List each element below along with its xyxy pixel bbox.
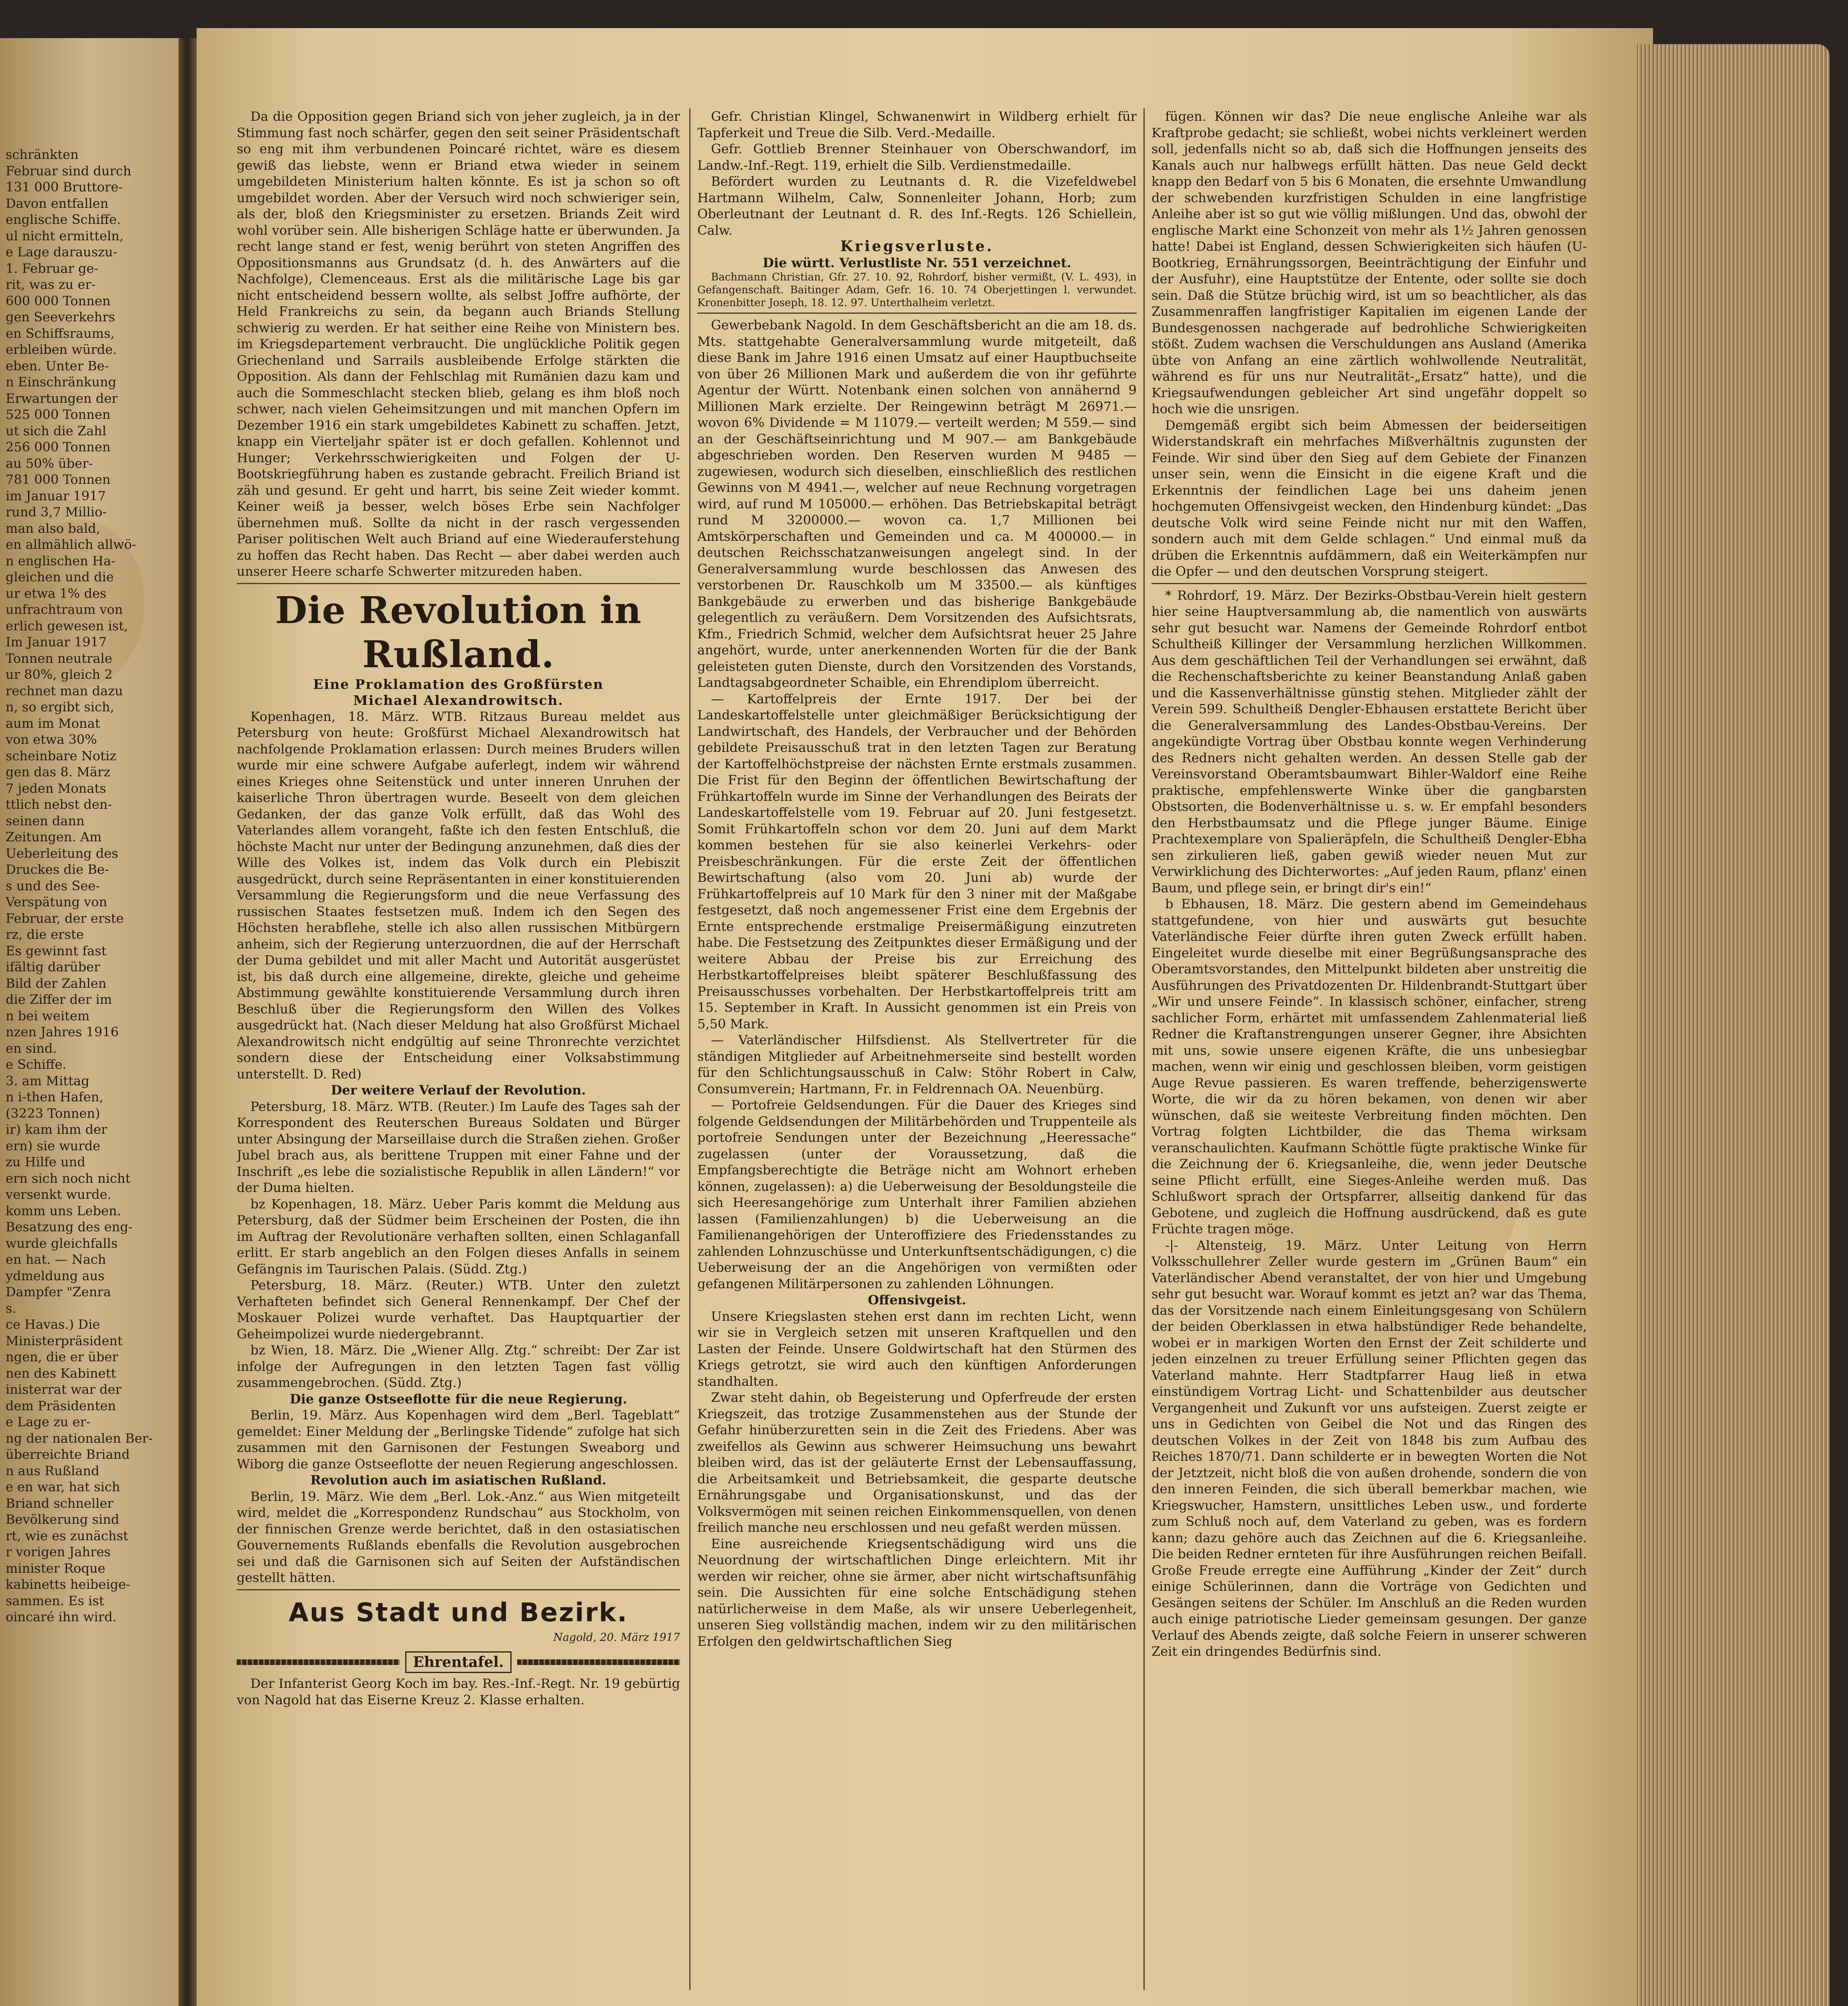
left-page-line: man also bald, (6, 520, 100, 536)
left-page-line: Februar, der erste (6, 910, 124, 926)
left-page-line: ce Havas.) Die (6, 1317, 100, 1332)
article-paragraph: Zwar steht dahin, ob Begeisterung und Opferfreude der ersten Kriegszeit, das trotzige Zusammenstehen aus der Stunde der Gefahr hinüberzuretten sein in die Zeit des Friedens. Aber was zweifellos als Gewinn aus schwerer Heimsuchung uns bewahrt bleiben wird, das ist der geläuterte Ernst der Lebensauffassung, die Arbeitsamkeit und Betriebsamkeit, die gesparte deutsche Ernährungsgabe und Organisationskunst, und das der Volksvermögen mit seinen reichen Einkommensquellen, von denen freilich manche neu erschlossen und neu gefaßt werden müssen. (697, 1390, 1137, 1535)
book-gutter (179, 38, 197, 2006)
left-page-line: ngen, die er über (6, 1349, 118, 1364)
left-page-line: englische Schiffe. (6, 212, 121, 227)
article-paragraph: Gefr. Gottlieb Brenner Steinhauer von Oberschwandorf, im Landw.-Inf.-Regt. 119, erhielt die Silb. Verdienstmedaille. (697, 141, 1137, 173)
left-page-line: unfrachtraum von (6, 602, 123, 617)
headline-revolution: Die Revolution in Rußland. (275, 588, 642, 676)
left-page-line: im Januar 1917 (6, 488, 106, 504)
left-page-line: e en war, hat sich (6, 1479, 120, 1494)
left-page-line: kabinetts heibeige- (6, 1577, 130, 1592)
honor-roll-header (237, 1651, 680, 1673)
left-page-line: erbleiben würde. (6, 342, 117, 357)
article-briand-text: Da die Opposition gegen Briand sich von jeher zugleich, ja in der Stimmung fast noch schärfer, gegen den seit seiner Präsidentschaft so eng mit ihm verbundenen Poincaré richtet, wäre es diesem gewiß das liebste, wenn er Briand etwa wieder in seinem umgebildeten Ministerium halten könnte. Es ist ja schon so oft umgebildet worden. Aber der Versuch wird noch schwieriger sein, als der, bloß den Kriegsminister zu ersetzen. Briands Zeit wird wohl vorüber sein. Alle bisherigen Schläge hatte er überwunden. Ja recht lange stand er fest, wenig berührt von steten Angriffen des Oppositionsmanns aus Grundsatz (d. h. des Anwärters auf die Nachfolge), Clemenceaus. Erst als die militärische Lage bis gar nicht entscheidend bessern wollte, als selbst Joffre aufhörte, der Held Frankreichs zu sein, da begann auch Briands Stellung schwierig zu werden. Er hat seither eine Reihe von Ministern bes. im Kriegsdepartement verbraucht. Die unglückliche Politik gegen Griechenland und Sarrails ausbleibende Erfolge stärkten die Opposition. Als dann der Fehlschlag mit Rumänien dazu kam und auch die Sommeschlacht stecken blieb, gelang es ihm bloß noch schwer, nach vielen Geheimsitzungen und mit manchen Opfern im Dezember 1916 ein stark umgebildetes Kabinett zu schaffen. Jetzt, knapp ein Vierteljahr später ist er doch gefallen. Kohlennot und Hunger; Verkehrsschwierigkeiten und Folgen der U-Bootskriegführung haben es zustande gebracht. Freilich Briand ist zäh und gesund. Er geht und harrt, bis seine Zeit wieder kommt. Keiner weiß ja besser, welch böses Erbe sein Nachfolger übernehmen muß. Sollte da nicht in der rasch vergessenden Pariser politischen Welt auch Briand auf eine Wiederauferstehung zu hoffen das Recht haben. Das Recht — aber dabei werden auch unserer Heere scharfe Schwerter mitzureden haben. (237, 109, 680, 579)
left-page-line: e Schiffe. (6, 1057, 67, 1072)
left-page-line: Tonnen neutrale (6, 650, 112, 666)
left-page-line: 131 000 Bruttore- (6, 179, 123, 195)
left-page-line: n englischen Ha- (6, 553, 116, 569)
left-page-line: schränkten (6, 147, 79, 162)
article-paragraph: Demgemäß ergibt sich beim Abmessen der beiderseitigen Widerstandskraft ein mehrfaches Mißverhältnis zugunsten der Feinde. Wir sind über den Sieg auf dem Gebiete der Finanzen unser sein, wenn die Einsicht in die eigene Kraft und die Erkenntnis der feindlichen Lage bei uns daheim jenen hochgemuten Offensivgeist wecken, den Hindenburg kündet: „Das deutsche Volk wird seine Feinde nicht nur mit den Waffen, sondern auch mit dem Gelde schlagen.“ Und einmal muß da drüben die Erkenntnis aufdämmern, daß ein Weiterkämpfen nur die Opfer — und den deutschen Vorsprung steigert. (1151, 417, 1587, 579)
left-page-line: Dampfer "Zenra (6, 1284, 111, 1299)
article-paragraph: — Kartoffelpreis der Ernte 1917. Der bei der Landeskartoffelstelle unter gleichmäßiger Berücksichtigung der Landwirtschaft, des Handels, der Verbraucher und der Behörden gebildete Preisausschuß trat in den letzten Tagen zur Beratung der Kartoffelhöchstpreise der nächsten Ernte erstmals zusammen. Die Frist für den Beginn der öffentlichen Bewirtschaftung der Frühkartoffeln wurde im Sinne der Verhandlungen des Beirats der Landeskartoffelstelle vom 19. Februar auf 20. Juni festgesetzt. Somit Frühkartoffeln schon vor dem 20. Juni auf dem Markt kommen bestehen für sie also keinerlei Verkehrs- oder Preisbeschränkungen. Für die erste Zeit der öffentlichen Bewirtschaftung (also vom 20. Juni ab) wurde der Frühkartoffelpreis auf 10 Mark für den 3 niner mit der Maßgabe festgesetzt, daß noch angemessener Frist eine dem Ergebnis der Ernte entsprechende erstmalige Preisermäßigung einzutreten habe. Die Festsetzung des Zeitpunktes dieser Ermäßigung und der weitere Abbau der Preise bis zur Erreichung des Herbstkartoffelpreises bleibt späterer Beschlußfassung des Preisausschusses vorbehalten. Der Herbstkartoffelpreis tritt am 15. September in Kraft. In Aussicht genommen ist ein Preis von 5,50 Mark. (697, 691, 1137, 1031)
left-page-line: wurde gleichfalls (6, 1235, 118, 1251)
section-title-local: Aus Stadt und Bezirk. (288, 1598, 628, 1628)
left-page-line: 525 000 Tonnen (6, 407, 111, 422)
left-page-line: rit, was zu er- (6, 277, 96, 292)
left-page-line: Ueberleitung des (6, 845, 118, 861)
left-page-line: Bevölkerung sind (6, 1512, 120, 1527)
left-page-line: s und des See- (6, 878, 100, 893)
article-paragraph: Gefr. Christian Klingel, Schwanenwirt in Wildberg erhielt für Tapferkeit und Treue die Silb. Verd.-Medaille. (697, 109, 1137, 140)
left-page-line: rund 3,7 Millio- (6, 504, 107, 520)
left-page-line: en allmählich allwö- (6, 537, 136, 552)
left-page-line: 1. Februar ge- (6, 260, 99, 276)
left-page-line: Besatzung des eng- (6, 1219, 133, 1234)
article-paragraph: * Rohrdorf, 19. März. Der Bezirks-Obstbau-Verein hielt gestern hier seine Hauptversammlung ab, die namentlich von auswärts sehr gut besucht war. Namens der Gemeinde Rohrdorf entbot Schultheiß Killinger der Versammlung herzlichen Willkommen. Aus dem geschäftlichen Teil der Verhandlungen sei erwähnt, daß die Rechenschaftsberichte zu keiner Beanstandung Anlaß gaben und die Kassenverhältnisse günstig stehen. Mitglieder zählt der Verein 599. Schultheiß Dengler-Ebhausen erstattete Bericht über die Generalversammlung des Landes-Obstbau-Vereins. Der angekündigte Vortrag über Obstbau konnte wegen Verhinderung des Redners nicht gehalten werden. An dessen Stelle gab der Vereinsvorstand Oberamtsbaumwart Bihler-Waldorf eine Reihe praktische, empfehlenswerte Winke über die gangbarsten Obstsorten, die Bodenverhältnisse u. s. w. Er empfahl besonders den Herbstbaumsatz und die Pflege junger Bäume. Einige Prachtexemplare von Spalieräpfeln, die Schultheiß Dengler-Ebha sen zirkulieren ließ, gaben gewiß wieder neuen Mut zur Verwirklichung des Dichterwortes: „Auf jeden Raum, pflanz' einen Baum, und pflege sein, er bringt dir's ein!“ (1151, 587, 1587, 895)
left-page-line: ern sich noch nicht (6, 1170, 131, 1186)
left-page-line: erlich gewesen ist, (6, 618, 128, 633)
left-page-line: nzen Jahres 1916 (6, 1024, 119, 1040)
column-1 (237, 108, 680, 2006)
ornament-line (237, 1659, 400, 1665)
left-page-line: rechnet man dazu (6, 683, 123, 698)
article-paragraph: -|- Altensteig, 19. März. Unter Leitung von Herrn Volksschullehrer Zeller wurde gestern im „Grünen Baum“ ein Vaterländischer Abend veranstaltet, der von hier und Umgebung sehr gut besucht war. Worauf kommt es jetzt an? war das Thema, das der Vorsitzende nach einem Einleitungsgesang von Schülern der beiden Oberklassen in etwa halbstündiger Rede behandelte, wobei er in markigen Worten den Ernst der Zeit schilderte und jeden einzelnen zu treuer Erfüllung seiner Pflichten gegen das Vaterland mahnte. Herr Stadtpfarrer Haug ließ in etwa einstündigem Vortrag Licht- und Schattenbilder aus deutscher Vergangenheit und Zukunft vor uns aufsteigen. Zuerst zeigte er uns in Gedichten von Geibel die Not und das Ringen des deutschen Volkes in der Zeit von 1848 bis zum Aufbau des Reiches 1870/71. Dann schilderte er in bewegten Worten die Not der Jetztzeit, nicht bloß die von außen drohende, sondern die von den inneren Feinden, die sich überall bemerkbar machen, wie Kriegswucher, Hamstern, unsittliches Leben usw., und forderte zum Schluß noch auf, dem Vaterland zu geben, was es fordern kann; dazu gehöre auch das Zeichnen auf die 6. Kriegsanleihe. Die beiden Redner ernteten für ihre Ausführungen reichen Beifall. Große Freude erregte eine Aufführung „Kinder der Zeit“ durch einige Schülerinnen, dann die Vorträge von Gedichten und Gesängen seitens der Schüler. Im Anschluß an die Reden wurden auch einige patriotische Lieder gemeinsam gesungen. Der ganze Verlauf des Abends zeigte, daß solche Feiern in unserer schweren Zeit ein dringendes Bedürfnis sind. (1151, 1237, 1587, 1659)
left-page-line: en hat. — Nach (6, 1252, 106, 1267)
left-page-line: Februar sind durch (6, 163, 132, 179)
left-page-line: inisterrat war der (6, 1382, 122, 1397)
left-page-line: ydmeldung aus (6, 1268, 105, 1283)
left-page-line: Ministerpräsident (6, 1333, 123, 1348)
ornament-line (517, 1659, 680, 1665)
left-page-line: die Ziffer der im (6, 992, 112, 1007)
left-page-line: ur etwa 1% des (6, 585, 107, 601)
subhead-asiatic-russia: Revolution auch im asiatischen Rußland. (310, 1472, 607, 1488)
left-page-line: ut sich die Zahl (6, 423, 106, 439)
left-page-line: ng der nationalen Ber- (6, 1430, 153, 1446)
left-page-line: Verspätung von (6, 894, 108, 910)
article-paragraph: Der Infanterist Georg Koch im bay. Res.-Inf.-Regt. Nr. 19 gebürtig von Nagold hat das Eiserne Kreuz 2. Klasse erhalten. (237, 1676, 680, 1708)
subhead-war-losses: Kriegsverluste. (840, 238, 994, 255)
article-paragraph: bz Kopenhagen, 18. März. Ueber Paris kommt die Meldung aus Petersburg, daß der Südmer beim Erscheinen der Posten, die ihn im Auftrag der Revolutionäre verhaften sollten, einen Schlaganfall erlitt. Er starb angeblich an den Folgen dieses Anfalls in seinem Gefängnis im Taurischen Palais. (Südd. Ztg.) (237, 1196, 680, 1277)
left-page-line: 781 000 Tonnen (6, 472, 111, 487)
left-page-line: 600 000 Tonnen (6, 293, 111, 309)
left-page-line: (3223 Tonnen) (6, 1105, 100, 1121)
column-rule (1143, 108, 1145, 1990)
column-3 (1151, 108, 1587, 2006)
left-page-line: n bei weitem (6, 1008, 90, 1023)
article-paragraph: Berlin, 19. März. Wie dem „Berl. Lok.-Anz.“ aus Wien mitgeteilt wird, meldet die „Korrespondenz Rundschau“ aus Stockholm, von der finnischen Grenze werde berichtet, daß in den ostasiatischen Gouvernements Rußlands ebenfalls die Revolution ausgebrochen sei und daß die Garnisonen sich auf Seiten der Aufständischen gestellt hätten. (237, 1488, 680, 1585)
article-paragraph: Kopenhagen, 18. März. WTB. Ritzaus Bureau meldet aus Petersburg von heute: Großfürst Michael Alexandrowitsch hat nachfolgende Proklamation erlassen: Durch meines Bruders willen wurde mir eine schwere Aufgabe auferlegt, indem wir während eines Krieges ohne Seitenstück und unter inneren Unruhen der kaiserliche Thron übertragen wurde. Beseelt von dem gleichen Gedanken, der das ganze Volk erfüllt, daß das Wohl des Vaterlandes allem vorangeht, faßte ich den festen Entschluß, die höchste Macht nur unter der Bedingung anzunehmen, daß dies der Wille des Volkes ist, indem das Volk durch ein Plebiszit ausgedrückt, durch seine Repräsentanten in einer konstituierenden Versammlung die Regierungsform und die neue Verfassung des russischen Staates festsetzen muß. Indem ich den Segen des Höchsten herabflehe, stelle ich also allen russischen Mitbürgern anheim, sich der Regierung unterzuordnen, die auf der Herrschaft der Duma gebildet und mit aller Macht und Autorität ausgerüstet ist, bis daß durch eine allgemeine, direkte, gleiche und geheime Abstimmung gewählte konstituierende Versammlung durch ihren Beschluß über die Regierungsform den Willen des Volkes ausgedrückt hat. (Nach dieser Meldung hat also Großfürst Michael Alexandrowitsch nicht endgültig auf seine Thronrechte verzichtet sondern diese der Entscheidung einer Volksabstimmung unterstellt. D. Red) (237, 709, 680, 1082)
left-page-line: e Lage zu er- (6, 1414, 91, 1429)
left-page-line: gen Seeverkehrs (6, 309, 115, 325)
left-page-line: rt, wie es zunächst (6, 1528, 128, 1543)
left-page-line: Davon entfallen (6, 195, 109, 211)
left-page-line: von etwa 30% (6, 732, 97, 747)
subhead-baltic-fleet: Die ganze Ostseeflotte für die neue Regierung. (290, 1391, 627, 1407)
left-page-text (6, 146, 174, 1625)
subhead-michael: Michael Alexandrowitsch. (353, 692, 564, 708)
article-paragraph: Petersburg, 18. März. WTB. (Reuter.) Im Laufe des Tages sah der Korrespondent des Reuterschen Bureaus Soldaten und Bürger unter Absingung der Marseillaise durch die Straßen ziehen. Großer Jubel brach aus, als berittene Truppen mit einer Fahne und der Inschrift „es lebe die sozialistische Republik in allen Ländern!“ vor der Duma hielten. (237, 1098, 680, 1195)
divider (237, 583, 680, 584)
article-paragraph: — Portofreie Geldsendungen. Für die Dauer des Krieges sind folgende Geldsendungen der Militärbehörden und Truppenteile als portofreie Sendungen unter der Bezeichnung „Heeressache“ zugelassen (unter der Voraussetzung, daß die Empfangsberechtigte die Beträge nicht am Wohnort erheben können, zugelassen): a) die Ueberweisung der Besoldungsteile die sich Heeresangehörige zum Unterhalt ihrer Familien abziehen lassen (Familienzahlungen) b) die Ueberweisung an die Familienangehörigen der Unteroffiziere des Friedensstandes zu zahlenden Lohnzuschüsse und Unterkunftsentschädigungen, c) die Ueberweisung der an die Angehörigen von vermißten oder gefangenen Militärpersonen zu zahlenden Löhnungen. (697, 1097, 1137, 1291)
left-page-line: 7 jeden Monats (6, 780, 106, 796)
article-paragraph: fügen. Können wir das? Die neue englische Anleihe war als Kraftprobe gedacht; sie schließt, wobei nichts verkleinert werden soll, jedenfalls nicht so ab, daß sich die Hoffnungen jenseits des Kanals auch nur halbwegs erfüllt hätten. Das neue Geld deckt knapp den Bedarf von 5 bis 6 Monaten, die ersehnte Umwandlung der schwebenden kurzfristigen Schulden in eine langfristige Anleihe aber ist so gut wie völlig mißlungen. Und das, obwohl der englische Markt eine Schonzeit von mehr als 1½ Jahren genossen hatte! Dabei ist England, dessen Schwierigkeiten sich häufen (U-Bootkrieg, Ernährungssorgen, Beeinträchtigung der Einfuhr und der Ausfuhr), eine Hauptstütze der Entente, oder sollte sie doch sein. Daß die Stütze brüchig wird, ist um so beachtlicher, als das Zusammenraffen langfristiger Kapitalien im eigenen Lande der Bundesgenossen nachgerade auf bedrohliche Schwierigkeiten stößt. Zudem wachsen die Verschuldungen ans Ausland (Amerika übte von Anfang an eine zärtlich wohlwollende Neutralität, während es für uns nur Neutralität-„Ersatz“ hatte), und die Kriegsaufwendungen gebleicher Art sind ungefähr doppelt so hoch wie die unsrigen. (1151, 109, 1587, 416)
subhead-offensive-spirit: Offensivgeist. (867, 1292, 967, 1308)
subhead-loss-list: Die württ. Verlustliste Nr. 551 verzeichnet. (762, 255, 1072, 270)
article-paragraph: Befördert wurden zu Leutnants d. R. die Vizefeldwebel Hartmann Wilhelm, Calw, Sonnenleiter Johann, Horb; zum Oberleutnant der Leutnant d. R. des Inf.-Regts. 126 Schiellein, Calw. (697, 174, 1137, 238)
left-page-line: oincaré ihn wird. (6, 1609, 117, 1624)
left-page-line: en Schiffsraums, (6, 325, 115, 341)
divider (237, 1589, 680, 1590)
left-page-line: Im Januar 1917 (6, 634, 107, 650)
article-paragraph: — Vaterländischer Hilfsdienst. Als Stellvertreter für die ständigen Mitglieder auf Arbeitnehmerseite sind bestellt worden für den Schlichtungsausschuß in Calw: Stöhr Robert in Calw, Consumverein; Hartmann, Fr. in Feldrennach OA. Neuenbürg. (697, 1032, 1137, 1096)
article-paragraph: Unsere Kriegslasten stehen erst dann im rechten Licht, wenn wir sie in Vergleich setzen mit unseren Kraftquellen und den Lasten der Feinde. Unsere Goldwirtschaft hat den Stürmen des Kriegs getrotzt, sie wird auch den künftigen Anforderungen standhalten. (697, 1308, 1137, 1389)
left-page-line: überreichte Briand (6, 1447, 130, 1462)
left-page-line: ifältig darüber (6, 959, 100, 975)
article-paragraph: Eine ausreichende Kriegsentschädigung wird uns die Neuordnung der wirtschaftlichen Dinge erleichtern. Mit ihr werden wir reicher, ohne sie ärmer, aber nicht wirtschaftsunfähig sein. Die Aussichten für eine solche Entschädigung stehen natürlicherweise in dem Maße, als wir unsere Ueberlegenheit, unseren Sieg vollständig machen, indem wir zu den militärischen Erfolgen den geldwirtschaftlichen Sieg (697, 1536, 1137, 1649)
article-paragraph: bz Wien, 18. März. Die „Wiener Allg. Ztg.“ schreibt: Der Zar ist infolge der Aufregungen in den letzten Tagen fast völlig zusammengebrochen. (Südd. Ztg.) (237, 1342, 680, 1390)
left-page-line: 256 000 Tonnen (6, 439, 111, 455)
subhead-further-course: Der weitere Verlauf der Revolution. (331, 1082, 586, 1098)
divider (697, 313, 1137, 314)
article-paragraph: Berlin, 19. März. Aus Kopenhagen wird dem „Berl. Tageblatt“ gemeldet: Einer Meldung der „Berlingske Tidende“ zufolge hat sich zusammen mit den Garnisonen der Festungen Sweaborg und Wiborg die ganze Ostseeflotte der neuen Regierung angeschlossen. (237, 1407, 680, 1472)
left-page-line: eben. Unter Be- (6, 358, 109, 374)
left-page-line: 3. am Mittag (6, 1073, 89, 1088)
article-paragraph: Petersburg, 18. März. (Reuter.) WTB. Unter den zuletzt Verhafteten befindet sich General Rennenkampf. Der Chef der Moskauer Polizei wurde verhaftet. Das Hauptquartier der Geheimpolizei wurde niedergebrannt. (237, 1277, 680, 1342)
left-page-line: zu Hilfe und (6, 1154, 85, 1169)
left-page-line: n Einschränkung (6, 374, 117, 390)
left-page-line: nen des Kabinett (6, 1365, 116, 1381)
left-page-line: komm uns Leben. (6, 1203, 121, 1218)
left-page-line: minister Roque (6, 1560, 106, 1576)
left-page-line: n, so ergibt sich, (6, 699, 114, 715)
left-page-line: ttlich nebst den- (6, 797, 112, 812)
left-page-line: ul nicht ermitteln, (6, 228, 124, 244)
left-page-line: en sind. (6, 1040, 57, 1056)
left-page-line: Erwartungen der (6, 390, 118, 406)
left-page-line: ur 80%, gleich 2 (6, 667, 113, 682)
left-page-line: Druckes die Be- (6, 862, 109, 877)
left-page-line: rz, die erste (6, 927, 84, 942)
left-page-line: r vorigen Jahres (6, 1544, 111, 1559)
left-page-line: Es gewinnt fast (6, 943, 107, 958)
loss-list: Bachmann Christian, Gfr. 27. 10. 92, Rohrdorf, bisher vermißt, (V. L. 493), in Gefangenschaft. Baitinger Adam, Gefr. 16. 10. 74 Oberjettingen l. verwundet. Kronenbitter Joseph, 18. 12. 97. Unterthalheim verletzt. (697, 271, 1137, 309)
left-page-line: versenkt wurde. (6, 1187, 112, 1202)
left-page-line: seinen dann (6, 813, 85, 828)
left-page-line: gen das 8. März (6, 764, 111, 780)
left-page-line: s. (6, 1300, 16, 1316)
left-page-line: Briand schneller (6, 1495, 114, 1511)
left-page (0, 38, 179, 2006)
left-page-line: ern) sie wurde (6, 1138, 100, 1153)
dateline: Nagold, 20. März 1917 (553, 1631, 680, 1644)
article-paragraph: b Ebhausen, 18. März. Die gestern abend im Gemeindehaus stattgefundene, von hier und auswärts gut besuchte Vaterländische Feier dürfte ihren guten Zweck erfüllt haben. Eingeleitet wurde dieselbe mit einer Begrüßungsansprache des Oberamtsvorstandes, den Mittelpunkt bildeten aber unstreitig die Ausführungen des Privatdozenten Dr. Hildenbrandt-Stuttgart über „Wir und unsere Feinde“. In klassisch schöner, einfacher, streng sachlicher Form, erhärtet mit umfassendem Zahlenmaterial ließ Redner die Kraftanstrengungen unserer Gegner, ihre Absichten mit uns, sowie unsere eigenen Kräfte, die uns unbesiegbar machen, wenn wir einig und geschlossen bleiben, vorm geistigen Auge Revue passieren. Es waren treffende, beherzigenswerte Worte, die wir da zu hören bekamen, von denen wir aber wünschen, daß sie weiteste Verbreitung finden möchten. Den Vortrag folgten Lichtbilder, die das Thema wirksam veranschaulichten. Kaufmann Schöttle fügte praktische Winke für die Zeichnung der 6. Kriegsanleihe, die, wenn jeder Deutsche seine Pflicht erfüllt, eine Sieges-Anleihe werden muß. Das Schlußwort sprach der Ortspfarrer, allseitig dankend für das Gebotene, und zugleich die Hoffnung ausdrückend, daß es gute Früchte tragen möge. (1151, 896, 1587, 1236)
left-page-line: au 50% über- (6, 455, 93, 471)
left-page-line: n i-then Hafen, (6, 1089, 104, 1105)
left-page-line: sammen. Es ist (6, 1593, 104, 1608)
column-2 (697, 108, 1137, 2006)
left-page-line: aum im Monat (6, 715, 100, 731)
left-page-line: scheinbare Notiz (6, 748, 116, 763)
page-edges (1637, 44, 1830, 2006)
divider (1151, 583, 1587, 584)
honor-roll-title: Ehrentafel. (405, 1651, 511, 1673)
left-page-line: dem Präsidenten (6, 1398, 116, 1413)
left-page-line: e Lage darauszu- (6, 244, 118, 260)
left-page-line: Bild der Zahlen (6, 975, 107, 991)
column-rule (689, 108, 690, 1990)
left-page-line: gleichen und die (6, 569, 114, 585)
article-paragraph: Gewerbebank Nagold. In dem Geschäftsbericht an die am 18. ds. Mts. stattgehabte Generalversammlung wurde mitgeteilt, daß diese Bank im Jahre 1916 einen Umsatz auf einer Hauptbuchseite von über 26 Millionen Mark und außerdem die von ihr geführte Agentur der Württ. Notenbank einen solchen von annähernd 9 Millionen Mark erzielte. Der Reingewinn beträgt M 26971.— wovon 6% Dividende = M 11079.— verteilt werden; M 559.— sind an der Geschäftseinrichtung und M 907.— am Bankgebäude abgeschrieben worden. Den Reserven wurden M 9485 — zugewiesen, wodurch sich dieselben, einschließlich des restlichen Gewinns von M 4941.—, welcher auf neue Rechnung vorgetragen wird, auf rund M 105000.— erhöhen. Das Betriebskapital beträgt rund M 3200000.— wovon ca. 1,7 Millionen bei Amtskörperschaften und Gemeinden und ca. M 400000.— in deutschen Reichsschatzanweisungen angelegt sind. In der Generalversammlung wurde beschlossen das Anwesen des verstorbenen Dr. Rauschkolb um M 33500.— als künftiges Bankgebäude zu erwerben und das bisherige Bankgebäude gelegentlich zu veräußern. Dem Vorsitzenden des Aufsichtsrats, Kfm., Friedrich Schmid, welcher dem Aufsichtsrat heuer 25 Jahre angehört, wurde, unter anerkennenden Worten für die der Bank geleisteten guten Dienste, durch den Vorsitzenden des Vorstands, Landtagsabgeordneter Schaible, ein Ehrendiplom überreicht. (697, 317, 1137, 690)
subhead-proclamation: Eine Proklamation des Großfürsten (313, 676, 604, 692)
left-page-line: ir) kam ihm der (6, 1122, 108, 1137)
left-page-line: n aus Rußland (6, 1463, 100, 1478)
left-page-line: Zeitungen. Am (6, 829, 102, 845)
